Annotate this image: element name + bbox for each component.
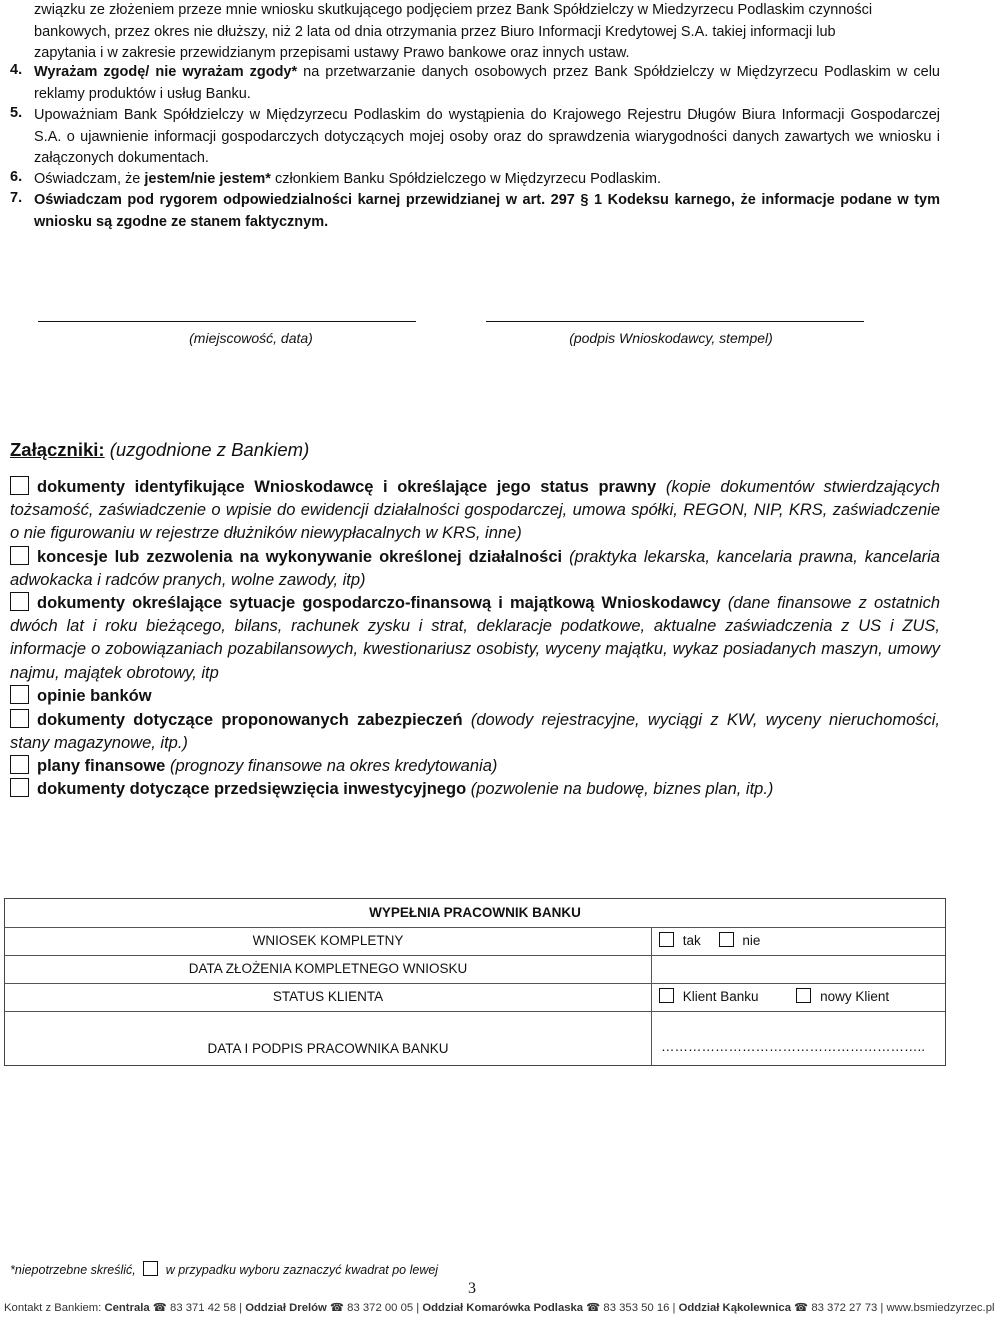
attachment-6-note: (prognozy finansowe na okres kredytowania) (165, 757, 498, 775)
footer-branch-3: Oddział Komarówka Podlaska (422, 1302, 584, 1314)
client-status-label: STATUS KLIENTA (272, 989, 384, 1004)
page-number: 3 (468, 1280, 476, 1297)
checkbox-financial-docs[interactable] (10, 592, 29, 611)
checkbox-new-client[interactable] (796, 988, 811, 1003)
attachment-4-title: opinie banków (37, 687, 152, 705)
item-5-authorization: Upoważniam Bank Spółdzielczy w Międzyrzecu Podlaskim do wystąpienia do Krajowego Rejestru Długów Biura Informacji Gospodarczej S.A. o ujawnienie informacji gospodarczych dotyczących mojej osoby oraz do sprawdzenia wiarygodności danych zawartych we wniosku i załączonych dokumentach. (34, 107, 940, 166)
attachments-note: (uzgodnione z Bankiem) (104, 439, 310, 460)
item-4-number: 4. (10, 62, 23, 78)
attachment-5-title: dokumenty dotyczące proponowanych zabezpieczeń (37, 711, 463, 729)
attachment-item-3 (10, 592, 940, 685)
attachment-7-note: (pozwolenie na budowę, biznes plan, itp.) (466, 780, 774, 798)
contact-footer (4, 1301, 994, 1314)
item-6-pre: Oświadczam, że (34, 171, 145, 187)
footnote-checkbox-icon (143, 1261, 158, 1276)
footer-branch-2: Oddział Drelów (245, 1302, 327, 1314)
item-6-post: członkiem Banku Spółdzielczego w Międzyrzecu Podlaskim. (270, 171, 662, 187)
place-date-caption: (miejscowość, data) (189, 330, 313, 346)
place-date-line (38, 321, 416, 322)
item-4-bold: Wyrażam zgodę/ nie wyrażam zgody* (34, 64, 298, 80)
item-4-text: na przetwarzanie danych osobowych przez Bank Spółdzielczy w Międzyrzecu Podlaskim w celu reklamy produktów i usług Banku. (34, 64, 940, 102)
footer-phone-3: ☎ 83 353 50 16 | (583, 1302, 679, 1314)
attachments-heading (10, 439, 309, 461)
footnote-strike: *niepotrzebne skreślić, (10, 1263, 136, 1277)
attachment-item-5 (10, 709, 940, 755)
attachment-item-6 (10, 755, 940, 778)
item-7-number: 7. (10, 190, 23, 206)
option-bank-client-label: Klient Banku (682, 989, 759, 1004)
footer-branch-4: Oddział Kąkolewnica (678, 1302, 791, 1314)
attachment-5-note: (dowody rejestracyjne, wyciągi z KW, wyceny nieruchomości, stany magazynowe, itp.) (10, 711, 941, 753)
footer-phone-1: ☎ 83 371 42 58 | (149, 1302, 246, 1314)
option-new-client-label: nowy Klient (820, 989, 890, 1004)
footnote (10, 1261, 438, 1277)
checkbox-identity-docs[interactable] (10, 476, 29, 495)
intro-paragraph (34, 0, 940, 65)
attachment-7-title: dokumenty dotyczące przedsięwzięcia inwestycyjnego (37, 780, 467, 798)
checkbox-financial-plans[interactable] (10, 755, 29, 774)
checkbox-collateral-docs[interactable] (10, 709, 29, 728)
complete-options (659, 932, 760, 948)
bank-staff-table (4, 898, 946, 1066)
item-7-declaration: Oświadczam pod rygorem odpowiedzialności karnej przewidzianej w art. 297 § 1 Kodeksu karnego, że informacje podane w tym wniosku są zgodne ze stanem faktycznym. (34, 192, 940, 230)
footer-lead: Kontakt z Bankiem: (4, 1302, 102, 1314)
attachment-3-note: (dane finansowe z ostatnich dwóch lat i roku bieżącego, bilans, rachunek zysku i strat, deklaracje podatkowe, aktualne zaświadczenia z US i ZUS, informacje o zobowiązaniach pozabilansowych, kwestionariusz osobisty, wyceny majątku, wykaz posiadanych maszyn, umowy najmu, majątek obrotowy, itp (10, 594, 940, 682)
checkbox-bank-client[interactable] (659, 988, 674, 1003)
attachment-item-1 (10, 476, 940, 546)
signature-caption: (podpis Wnioskodawcy, stempel) (569, 330, 773, 346)
footer-phone-4: ☎ 83 372 27 73 | www.bsmiedzyrzec.pl (790, 1302, 994, 1314)
intro-line-3: zapytania i w zakresie przewidzianym przepisami ustawy Prawo bankowe oraz innych ustaw. (34, 45, 630, 61)
checkbox-investment-docs[interactable] (10, 778, 29, 797)
item-6-membership (34, 169, 940, 191)
signature-line (486, 321, 864, 322)
attachments-title: Załączniki: (10, 439, 105, 460)
checkbox-bank-opinions[interactable] (10, 685, 29, 704)
option-yes-label: tak (682, 933, 701, 948)
staff-signature-dots[interactable]: ………………………………………………….. (661, 1039, 926, 1054)
item-6-number: 6. (10, 169, 23, 185)
complete-label: WNIOSEK KOMPLETNY (252, 933, 404, 948)
item-4-consent (34, 62, 940, 105)
submission-date-field[interactable] (655, 957, 943, 981)
attachment-item-7 (10, 778, 940, 801)
attachment-item-4 (10, 685, 940, 708)
footnote-tick: w przypadku wyboru zaznaczyć kwadrat po lewej (165, 1263, 439, 1277)
attachment-1-note: (kopie dokumentów stwierdzających tożsamość, zaświadczenie o wpisie do ewidencji działalności gospodarczej, umowa spółki, REGON, NIP, KRS, zaświadczenie o nie figurowaniu w rejestrze dłużników niewypłacalnych w KRS, inne) (10, 478, 940, 543)
checkbox-licenses[interactable] (10, 546, 29, 565)
attachment-6-title: plany finansowe (37, 757, 166, 775)
submission-date-label: DATA ZŁOŻENIA KOMPLETNEGO WNIOSKU (188, 961, 468, 976)
attachment-2-title: koncesje lub zezwolenia na wykonywanie określonej działalności (37, 548, 563, 566)
staff-table-header: WYPEŁNIA PRACOWNIK BANKU (369, 905, 581, 920)
staff-signature-label: DATA I PODPIS PRACOWNIKA BANKU (207, 1041, 449, 1056)
attachment-1-title: dokumenty identyfikujące Wnioskodawcę i określające jego status prawny (37, 478, 657, 496)
intro-line-1: związku ze złożeniem przeze mnie wniosku skutkującego podjęciem przez Bank Spółdzielczy w Miedzyrzecu Podlaskim czynności (34, 2, 873, 18)
footer-branch-1: Centrala (104, 1302, 150, 1314)
item-5-number: 5. (10, 105, 23, 121)
footer-phone-2: ☎ 83 372 00 05 | (326, 1302, 423, 1314)
checkbox-complete-yes[interactable] (659, 932, 674, 947)
attachment-2-note: (praktyka lekarska, kancelaria prawna, kancelaria adwokacka i radców pranych, wolne zawody, itp) (10, 548, 940, 590)
attachment-3-title: dokumenty określające sytuacje gospodarczo-finansową i majątkową Wnioskodawcy (37, 594, 721, 612)
checkbox-complete-no[interactable] (719, 932, 734, 947)
item-6-bold: jestem/nie jestem* (144, 171, 271, 187)
intro-line-2: bankowych, przez okres nie dłuższy, niż 2 lata od dnia otrzymania przez Biuro Informacji Kredytowej S.A. takiej informacji lub (34, 23, 836, 40)
client-status-options (659, 988, 889, 1004)
attachment-item-2 (10, 546, 940, 592)
option-no-label: nie (742, 933, 761, 948)
